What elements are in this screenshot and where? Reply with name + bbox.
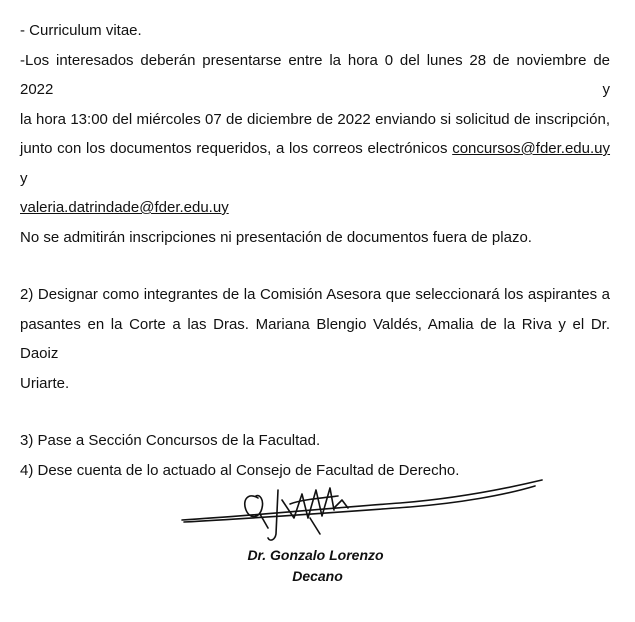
cv-bullet: - Curriculum vitae. [20, 22, 142, 39]
paragraph-text: y [20, 169, 28, 187]
item-2-line: Uriarte. [20, 374, 70, 392]
paragraph-line-with-email [20, 134, 610, 193]
item-4: 4) Dese cuenta de lo actuado al Consejo de Facultad de Derecho. [20, 461, 460, 479]
item-2-line: pasantes en la Corte a las Dras. Mariana Blengio Valdés, Amalia de la Riva y el Dr. Daoiz [20, 315, 610, 362]
handwritten-signature [170, 478, 550, 548]
paragraph-line: No se admitirán inscripciones ni presentación de documentos fuera de plazo. [20, 228, 532, 246]
paragraph-line [20, 193, 610, 223]
document-body [20, 0, 610, 485]
paragraph-line: la hora 13:00 del miércoles 07 de diciembre de 2022 enviando si solicitud de inscripción, [20, 110, 610, 128]
item-3: 3) Pase a Sección Concursos de la Facultad. [20, 432, 321, 449]
item-2-line: 2) Designar como integrantes de la Comisión Asesora que seleccionará los aspirantes a [20, 286, 610, 303]
email-link-valeria[interactable]: valeria.datrindade@fder.edu.uy [20, 199, 229, 216]
signatory-title: Decano [292, 568, 343, 584]
paragraph-text: junto con los documentos requeridos, a los correos electrónicos [20, 140, 448, 157]
email-link-concursos[interactable]: concursos@fder.edu.uy [452, 140, 611, 157]
signatory-name: Dr. Gonzalo Lorenzo [247, 547, 384, 563]
paragraph-line: -Los interesados deberán presentarse entre la hora 0 del lunes 28 de noviembre de 2022 y [20, 51, 610, 98]
